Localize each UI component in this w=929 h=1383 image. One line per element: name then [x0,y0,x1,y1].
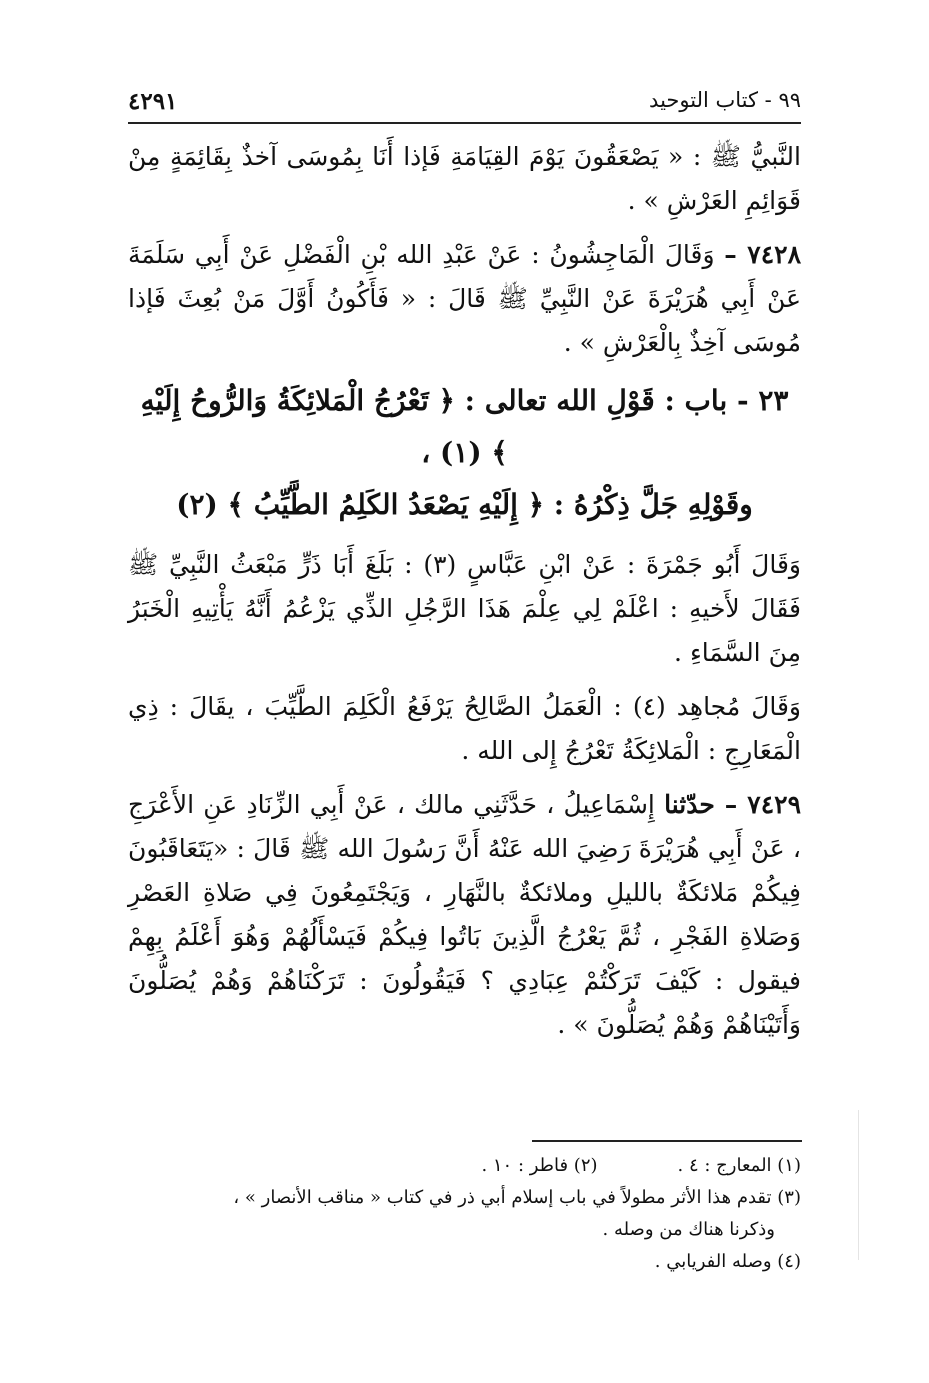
footnote-rule [532,1140,802,1142]
scan-edge-line [858,1110,859,1260]
footnote-1: (١) المعارج : ٤ . [677,1155,801,1176]
chapter-title: ٩٩ - كتاب التوحيد [649,88,801,112]
section-heading-line-2: وقَوْلِهِ جَلَّ ذِكْرُهُ : ﴿ إِلَيْهِ يَصْعَدُ الكَلِمُ الطَّيِّبُ ﴾ (٢) [176,488,753,521]
footnote-3: (٣) تقدم هذا الأثر مطولاً في باب إسلام أبي ذر في كتاب « مناقب الأنصار » ، [233,1187,801,1208]
footnote-3-continued: وذكرنا هناك من وصله . [602,1219,775,1240]
page-number: ٤٢٩١ [128,88,178,115]
hadith-7428 [128,233,801,365]
footnotes [128,1150,801,1278]
footnote-2: (٢) فاطر : ١٠ . [481,1155,598,1176]
narration-mujahid: وَقَالَ مُجاهِد (٤) : الْعَمَلُ الصَّالِحُ يَرْفَعُ الْكَلِمَ الطَّيِّبَ ، يقَالَ : ذِي الْمَعَارِجِ : الْمَلائِكَةُ تَعْرُجُ إِلى الله . [128,692,801,765]
hadith-7429 [128,783,801,1047]
section-heading-line-1: ٢٣ - باب : قَوْلِ الله تعالى : ﴿ تَعْرُجُ الْمَلائِكَةُ وَالرُّوحُ إِلَيْهِ ﴾ (١) ، [140,384,789,469]
header-rule [128,122,801,124]
page-header [128,88,801,120]
hadith-number: ٧٤٢٩ – حدّثنا [664,790,802,819]
footnote-row-1 [128,1150,801,1182]
section-heading [128,375,801,531]
hadith-number: ٧٤٢٨ – [724,240,801,269]
footnote-4: (٤) وصله الفريابي . [654,1251,801,1272]
narration-abu-jamra: وَقَالَ أَبُو جَمْرَةَ : عَنْ ابْنِ عَبَّاسٍ (٣) : بَلَغَ أَبَا ذَرٍّ مَبْعَثُ النَّبِيِّ ﷺ فَقَالَ لأَخيهِ : اعْلَمْ لِي عِلْمَ هَذَا الرَّجُلِ الذِّي يَزْعُمُ أَنَّهُ يَأْتِيهِ الْخَبَرُ مِنَ السَّمَاءِ . [128,550,801,667]
hadith-text: إِسْمَاعِيلُ ، حَدَّثَنِي مالك ، عَنْ أَبِي الزِّنَادِ عَنِ الأَعْرَجِ ، عَنْ أَبِي هُرَيْرَةَ رَضِيَ الله عَنْهُ أَنَّ رَسُولَ الله ﷺ قَالَ : «يَتَعَاقَبُونَ فِيكُمْ مَلائكَةٌ بالليلِ وملائكةٌ بالنَّهَارِ ، وَيَجْتَمِعُونَ فِي صَلاةِ العَصْرِ وَصَلاةِ الفَجْرِ ، ثُمَّ يَعْرُجُ الَّذِينَ بَاتُوا فِيكُمْ فَيَسْأَلُهُمْ وَهُوَ أَعْلَمُ بِهِمْ فيقول : كَيْفَ تَرَكْتُمْ عِبَادِي ؟ فَيَقُولُونَ : تَرَكْنَاهُمْ وَهُمْ يُصَلُّونَ وَأَتَيْنَاهُمْ وَهُمْ يُصَلُّونَ » . [128,790,801,1039]
hadith-text: وَقَالَ الْمَاجِشُونُ : عَنْ عَبْدِ الله بْنِ الْفَضْلِ عَنْ أَبِي سَلَمَةَ عَنْ أَبِي هُرَيْرَةَ عَنْ النَّبِيِّ ﷺ قَالَ : « فَأَكُونُ أَوَّلَ مَنْ بُعِثَ فَإذا مُوسَى آخِذٌ بِالْعَرْشِ » . [128,240,801,357]
paragraph-continuation: النَّبيُّ ﷺ : « يَصْعَقُونَ يَوْمَ القِيَامَةِ فَإذا أَنَا بِمُوسَى آخذٌ بِقَائِمَةٍ مِنْ قَوَائِمِ العَرْشِ » . [128,142,801,215]
main-text [128,135,801,1057]
